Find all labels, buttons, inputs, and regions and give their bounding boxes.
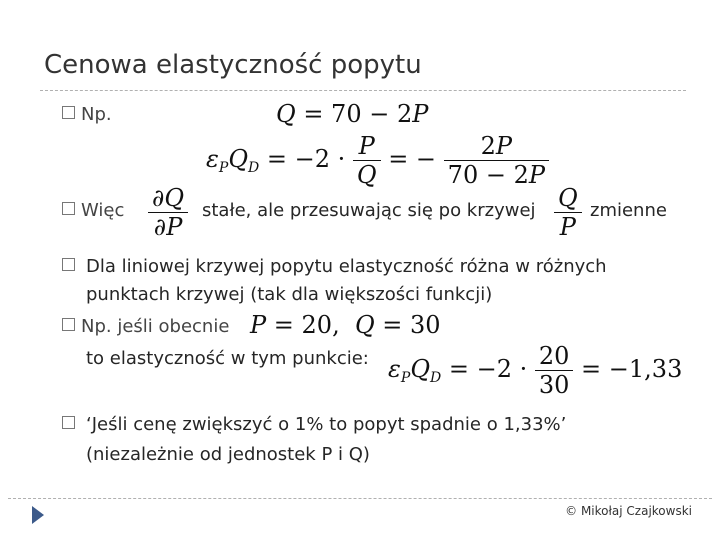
equation-result: $\varepsilon_PQ_D = -2$ · $\frac{20}{30}$ = −1,33: [388, 342, 683, 399]
bullet-box-icon: [62, 318, 75, 331]
play-arrow-icon[interactable]: [32, 506, 44, 524]
jesli-line1: ‘Jeśli cenę zwiększyć o 1% to popyt spadnie o 1,33%’: [86, 414, 567, 435]
bullet-box-icon: [62, 202, 75, 215]
q-over-p-fraction: $\frac{Q}{P}$: [554, 184, 582, 241]
bullet-box-icon: [62, 106, 75, 119]
bullet-np: [62, 104, 112, 125]
bullet-box-icon: [62, 258, 75, 271]
copyright: © Mikołaj Czajkowski: [565, 504, 692, 518]
wiec-text: stałe, ale przesuwając się po krzywej: [202, 200, 536, 221]
dla-line1: Dla liniowej krzywej popytu elastyczność różna w różnych: [86, 256, 607, 277]
equation-demand: Q = 70 − 2P: [276, 100, 429, 128]
footer-divider: [8, 498, 712, 499]
slide-title: Cenowa elastyczność popytu: [44, 50, 422, 80]
equation-elasticity: $\varepsilon_PQ_D = -2$ · $\frac{P}{Q}$ = − $\frac{2P}{70 - 2P}$: [206, 132, 549, 189]
equation-point: P = 20, Q = 30: [250, 311, 441, 339]
dla-line2: punktach krzywej (tak dla większości funkcji): [86, 284, 493, 305]
derivative-fraction: $\frac{\partial Q}{\partial P}$: [148, 184, 188, 241]
bullet-wiec: [62, 200, 124, 221]
bullet-dla: [62, 256, 81, 277]
jesli-line2: (niezależnie od jednostek P i Q): [86, 444, 370, 465]
elasticity-line: to elastyczność w tym punkcie:: [86, 348, 369, 369]
bullet-np2: [62, 316, 229, 337]
np2-label: Np. jeśli obecnie: [81, 316, 230, 337]
bullet-jesli: [62, 414, 81, 435]
wiec-label: Więc: [81, 200, 125, 221]
title-divider: [40, 90, 686, 91]
np-label: Np.: [81, 104, 112, 125]
wiec-end: zmienne: [590, 200, 667, 221]
bullet-box-icon: [62, 416, 75, 429]
